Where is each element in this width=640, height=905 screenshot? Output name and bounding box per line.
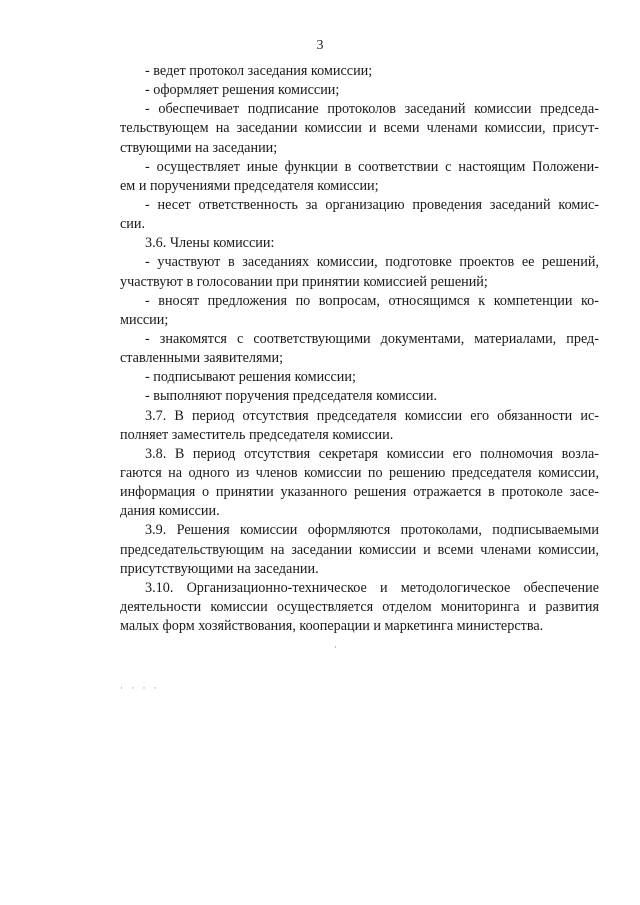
text-line: сии. bbox=[120, 216, 146, 233]
text-line: - оформляет решения комиссии; bbox=[145, 82, 340, 99]
text-line: - обеспечивает подписание протоколов заседаний комиссии председа- bbox=[145, 101, 599, 118]
text-line: 3.9. Решения комиссии оформляются протоколами, подписываемыми bbox=[145, 522, 599, 539]
text-line: - выполняют поручения председателя комиссии. bbox=[145, 388, 438, 405]
text-line: участвуют в голосовании при принятии комиссией решений; bbox=[120, 273, 488, 290]
text-line: информация о принятии указанного решения отражается в протоколе засе- bbox=[120, 484, 599, 501]
text-line: 3.10. Организационно-техническое и методологическое обеспечение bbox=[145, 579, 599, 596]
text-line: - вносят предложения по вопросам, относящимся к компетенции ко- bbox=[145, 292, 599, 309]
document-body bbox=[120, 62, 599, 636]
text-line: тельствующем на заседании комиссии и всеми членами комиссии, присут- bbox=[120, 120, 599, 137]
text-line: - осуществляет иные функции в соответствии с настоящим Положени- bbox=[145, 158, 599, 175]
text-line: председательствующим на заседании комиссии и всеми членами комиссии, bbox=[120, 541, 599, 558]
text-line: ем и поручениями председателя комиссии; bbox=[120, 177, 379, 194]
text-line: 3.6. Члены комиссии: bbox=[145, 235, 275, 252]
text-line: присутствующими на заседании. bbox=[120, 560, 319, 577]
text-line: полняет заместитель председателя комиссии. bbox=[120, 426, 394, 443]
text-line: миссии; bbox=[120, 311, 169, 328]
page-number: 3 bbox=[316, 38, 324, 53]
text-line: - ведет протокол заседания комиссии; bbox=[145, 63, 373, 79]
text-line: гаются на одного из членов комиссии по решению председателя комиссии, bbox=[120, 464, 599, 481]
text-line: дания комиссии. bbox=[120, 503, 220, 520]
text-line: ставленными заявителями; bbox=[120, 350, 284, 367]
text-line: 3.7. В период отсутствия председателя комиссии его обязанности ис- bbox=[145, 407, 599, 424]
scan-speck: · bbox=[334, 642, 340, 652]
scan-speck: · · · · bbox=[120, 683, 160, 693]
text-line: - подписывают решения комиссии; bbox=[145, 369, 356, 386]
text-line: - участвуют в заседаниях комиссии, подготовке проектов ее решений, bbox=[145, 254, 599, 271]
text-line: - несет ответственность за организацию проведения заседаний комис- bbox=[145, 196, 599, 213]
text-line: 3.8. В период отсутствия секретаря комиссии его полномочия возла- bbox=[145, 445, 599, 462]
text-line: малых форм хозяйствования, кооперации и маркетинга министерства. bbox=[120, 618, 544, 635]
text-line: ствующими на заседании; bbox=[120, 139, 278, 156]
text-line: - знакомятся с соответствующими документами, материалами, пред- bbox=[145, 330, 599, 347]
text-line: деятельности комиссии осуществляется отделом мониторинга и развития bbox=[120, 598, 599, 615]
